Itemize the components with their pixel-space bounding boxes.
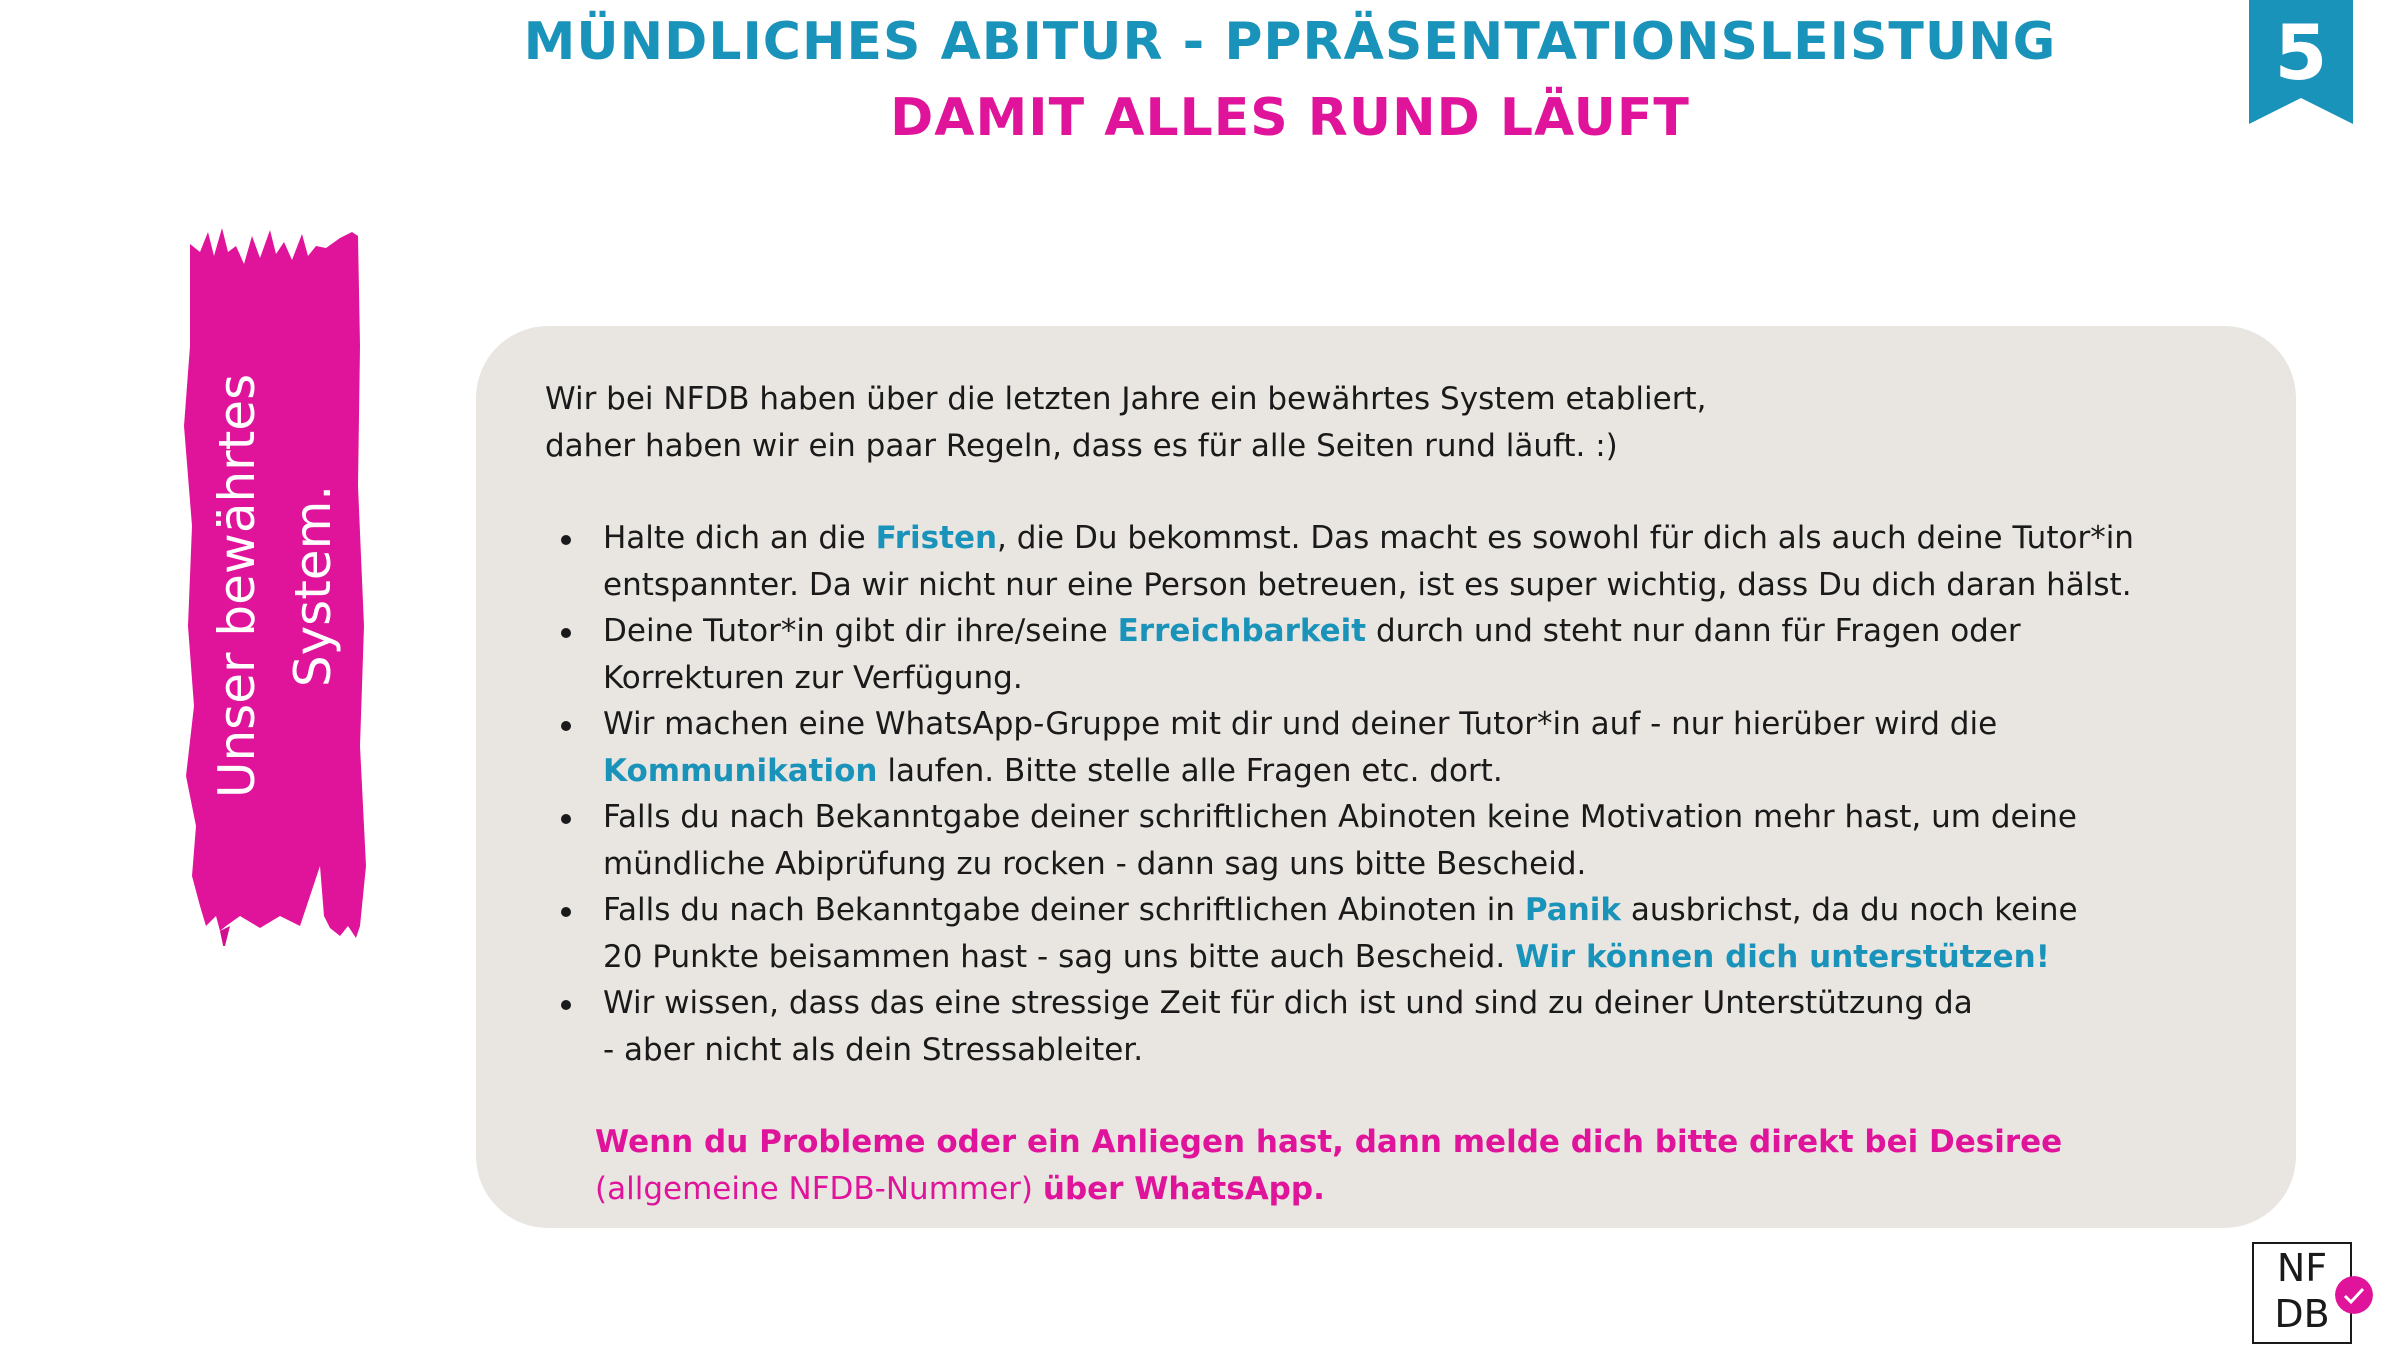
list-item: Deine Tutor*in gibt dir ihre/seine Erreichbarkeit durch und steht nur dann für Fragen oder Korrekturen zur Verfügung.: [545, 608, 2245, 701]
side-banner-line1: Unser bewährtes: [208, 373, 266, 799]
contact-line1: Wenn du Probleme oder ein Anliegen hast, dann melde dich bitte direkt bei Desiree: [595, 1124, 2063, 1160]
intro-line1: Wir bei NFDB haben über die letzten Jahre ein bewährtes System etabliert,: [545, 381, 1707, 417]
rules-list: [545, 515, 2245, 1073]
side-banner: [185, 356, 365, 816]
side-banner-line2: System.: [284, 484, 342, 688]
rules-content: [545, 376, 2245, 1212]
intro-text: [545, 376, 2245, 469]
list-item: Falls du nach Bekanntgabe deiner schriftlichen Abinoten keine Motivation mehr hast, um deine mündliche Abiprüfung zu rocken - dann sag uns bitte Bescheid.: [545, 794, 2245, 887]
list-item: Wir machen eine WhatsApp-Gruppe mit dir und deiner Tutor*in auf - nur hierüber wird die Kommunikation laufen. Bitte stelle alle Fragen etc. dort.: [545, 701, 2245, 794]
highlight-support: Wir können dich unterstützen!: [1515, 938, 2050, 975]
page-number: 5: [2274, 8, 2328, 97]
logo-line1: NF: [2276, 1246, 2328, 1290]
list-item: Halte dich an die Fristen, die Du bekommst. Das macht es sowohl für dich als auch deine Tutor*in entspannter. Da wir nicht nur eine Person betreuen, ist es super wichtig, dass Du dich daran hälst.: [545, 515, 2245, 608]
bullet-icon: [561, 628, 571, 638]
highlight-panik: Panik: [1524, 892, 1622, 928]
highlight-erreichbarkeit: Erreichbarkeit: [1117, 613, 1367, 649]
bullet-icon: [561, 535, 571, 545]
list-item: Falls du nach Bekanntgabe deiner schriftlichen Abinoten in Panik ausbrichst, da du noch keine 20 Punkte beisammen hast - sag uns bitte auch Bescheid. Wir können dich unterstützen!: [545, 887, 2245, 980]
bullet-icon: [561, 721, 571, 731]
bullet-icon: [561, 814, 571, 824]
page-title: MÜNDLICHES ABITUR - PPRÄSENTATIONSLEISTUNG: [523, 12, 2057, 72]
contact-note: [545, 1119, 2245, 1212]
contact-line2-bold: über WhatsApp.: [1042, 1170, 1325, 1207]
bullet-icon: [561, 907, 571, 917]
check-badge-icon: [2335, 1276, 2373, 1314]
contact-line2-normal: (allgemeine NFDB-Nummer): [595, 1170, 1043, 1207]
intro-line2: daher haben wir ein paar Regeln, dass es für alle Seiten rund läuft. :): [545, 427, 1618, 464]
highlight-fristen: Fristen: [875, 520, 998, 556]
logo-line2: DB: [2274, 1292, 2330, 1336]
highlight-kommunikation: Kommunikation: [603, 752, 878, 789]
bullet-icon: [561, 1000, 571, 1010]
list-item: Wir wissen, dass das eine stressige Zeit für dich ist und sind zu deiner Unterstützung da - aber nicht als dein Stressableiter.: [545, 980, 2245, 1073]
page-subtitle: DAMIT ALLES RUND LÄUFT: [890, 88, 1690, 148]
